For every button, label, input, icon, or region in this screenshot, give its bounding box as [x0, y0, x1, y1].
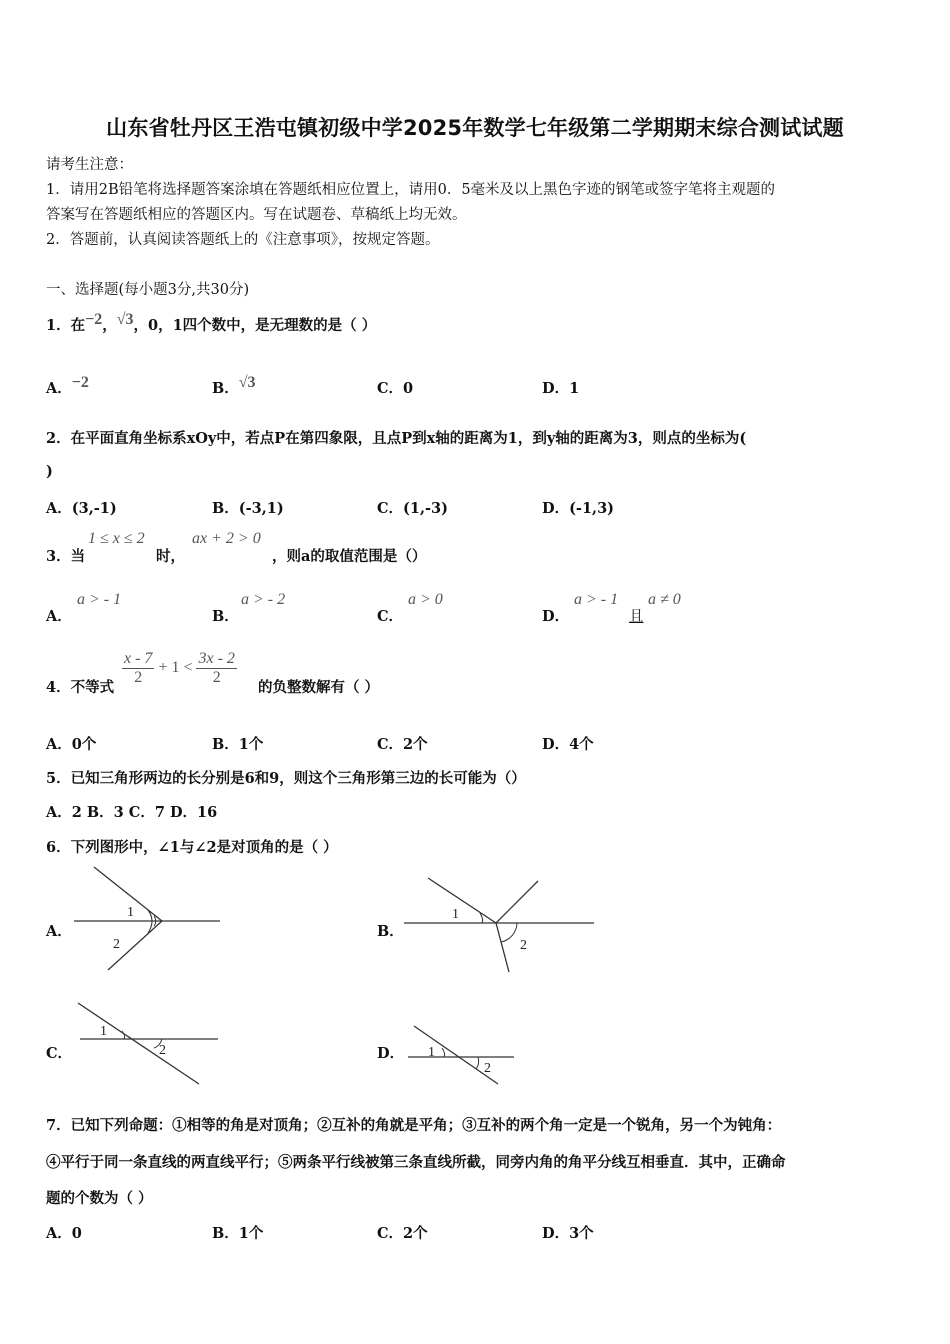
q4-suffix: 的负整数解有（ ） [258, 679, 380, 696]
q6-a-angle-2: 2 [113, 937, 120, 952]
q3-prefix: 3．当 [46, 548, 86, 565]
question-2-line-2: ) [46, 463, 53, 480]
q1-option-c: C．0 [377, 380, 414, 397]
q1-b-label: B． [212, 380, 239, 397]
q4-fraction-1 [122, 650, 154, 687]
notice-line-2: 2．答题前，认真阅读答题纸上的《注意事项》，按规定答题。 [46, 232, 440, 248]
q6-d-angle-1: 1 [428, 1045, 435, 1060]
q4-plus-one-less: + 1 < [158, 659, 193, 677]
q1-suffix: ，0，1四个数中，是无理数的是（ ） [133, 317, 377, 334]
q1-math-neg2: −2 [85, 311, 103, 328]
q6-option-a-label: A． [46, 923, 72, 940]
q1-math-sqrt3: √3 [116, 311, 134, 328]
question-7-line-1: 7．已知下列命题：①相等的角是对顶角；②互补的角就是平角；③互补的两个角一定是一个锐角，另一个为钝角： [46, 1117, 782, 1134]
q2-option-b: B．(-3,1) [212, 500, 284, 517]
q3-a-label: A． [46, 608, 72, 625]
q4-option-c: C．2个 [377, 736, 428, 753]
notice-line-1b: 答案写在答题纸相应的答题区内。写在试题卷、草稿纸上均无效。 [46, 207, 467, 223]
q6-c-angle-2: 2 [159, 1043, 166, 1058]
q6-c-angle-1: 1 [100, 1024, 107, 1039]
page-title: 山东省牡丹区王浩屯镇初级中学2025年数学七年级第二学期期末综合测试试题 [106, 116, 844, 140]
q3-d-math-2: a ≠ 0 [648, 591, 681, 608]
q5-options: A．2 B．3 C．7 D．16 [46, 804, 218, 821]
q3-c-label: C． [377, 608, 404, 625]
q3-math-inequality: ax + 2 > 0 [192, 530, 261, 547]
q6-b-angle-2: 2 [520, 938, 527, 953]
q7-option-c: C．2个 [377, 1225, 428, 1242]
q4-f1-numerator: x - 7 [124, 650, 153, 667]
q3-math-range: 1 ≤ x ≤ 2 [88, 530, 145, 547]
q3-d-math-1: a > - 1 [574, 591, 619, 608]
q2-option-d: D．(-1,3) [542, 500, 615, 517]
q7-option-b: B．1个 [212, 1225, 264, 1242]
q2-option-c: C．(1,-3) [377, 500, 449, 517]
question-7-line-2: ④平行于同一条直线的两直线平行；⑤两条平行线被第三条直线所截，同旁内角的角平分线互相垂直．其中，正确命 [46, 1154, 786, 1171]
q6-option-d-label: D． [377, 1045, 405, 1062]
q6-figure-b [400, 872, 600, 976]
q3-d-label: D． [542, 608, 570, 625]
q3-c-math: a > 0 [408, 591, 443, 608]
question-5: 5．已知三角形两边的长分别是6和9，则这个三角形第三边的长可能为（） [46, 770, 526, 787]
question-1 [46, 311, 377, 335]
q4-option-a: A．0个 [46, 736, 97, 753]
q1-b-math: √3 [238, 374, 256, 391]
q6-d-angle-2: 2 [484, 1061, 491, 1076]
q6-b-angle-1: 1 [452, 907, 459, 922]
q7-option-d: D．3个 [542, 1225, 594, 1242]
q4-prefix: 4．不等式 [46, 679, 115, 696]
q3-b-math: a > - 2 [241, 591, 286, 608]
question-2-line-1: 2．在平面直角坐标系xOy中，若点P在第四象限，且点P到x轴的距离为1，到y轴的距离为3，则点的坐标为( [46, 430, 747, 447]
q6-figure-a [70, 862, 230, 974]
q7-option-a: A．0 [46, 1225, 82, 1242]
q6-option-b-label: B． [377, 923, 404, 940]
q6-figure-d [404, 1020, 520, 1088]
q1-a-math: −2 [71, 374, 89, 391]
q3-a-math: a > - 1 [77, 591, 122, 608]
q4-expression [122, 650, 237, 687]
q1-comma: ， [102, 317, 117, 334]
q2-option-a: A．(3,-1) [46, 500, 117, 517]
q4-fraction-2 [196, 650, 236, 687]
q1-prefix: 1．在 [46, 317, 86, 334]
q3-b-label: B． [212, 608, 239, 625]
q4-option-b: B．1个 [212, 736, 264, 753]
section-heading: 一、选择题(每小题3分,共30分) [46, 282, 250, 298]
q1-option-d: D．1 [542, 380, 580, 397]
q1-a-label: A． [46, 380, 72, 397]
notice-heading: 请考生注意： [46, 157, 133, 173]
q4-f2-denominator: 2 [212, 669, 221, 686]
q6-a-angle-1: 1 [127, 905, 134, 920]
q3-suffix: ，则a的取值范围是（） [272, 548, 427, 565]
question-7-line-3: 题的个数为（ ） [46, 1190, 153, 1207]
q4-option-d: D．4个 [542, 736, 594, 753]
q6-option-c-label: C． [46, 1045, 73, 1062]
q1-option-a [46, 374, 89, 398]
question-6: 6．下列图形中，∠1与∠2是对顶角的是（ ） [46, 839, 338, 856]
notice-line-1a: 1．请用2B铅笔将选择题答案涂填在答题纸相应位置上，请用0．5毫米及以上黑色字迹的钢笔或签字笔将主观题的 [46, 182, 776, 198]
q6-figure-c [74, 998, 224, 1090]
q4-f1-denominator: 2 [134, 669, 143, 686]
q3-d-and: 且 [629, 609, 644, 625]
q1-option-b [212, 374, 256, 398]
q4-f2-numerator: 3x - 2 [198, 650, 235, 667]
q3-mid: 时， [156, 548, 185, 565]
